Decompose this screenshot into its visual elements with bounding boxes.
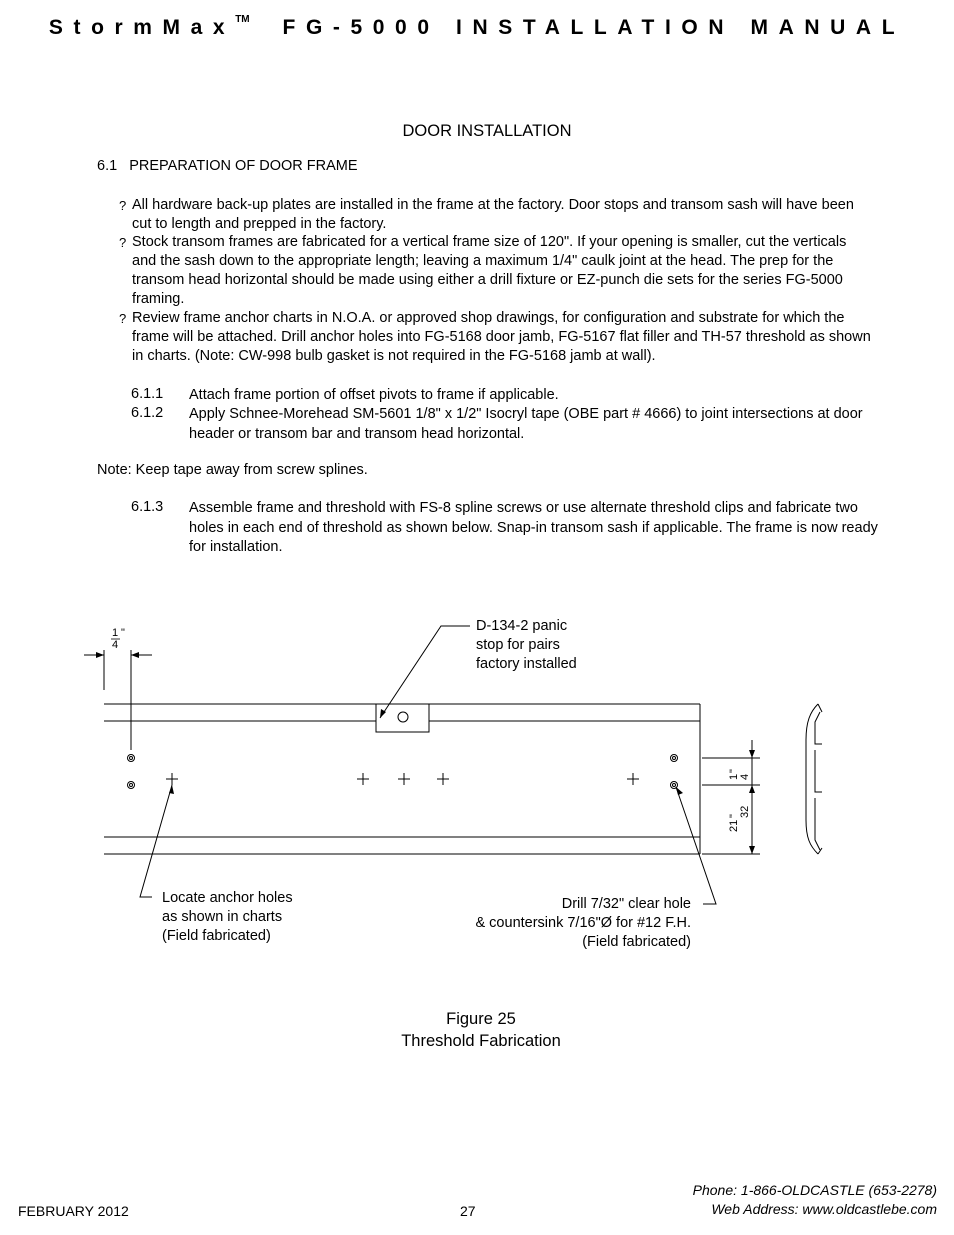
callout-line: (Field fabricated)	[582, 934, 691, 950]
footer-web: Web Address: www.oldcastlebe.com	[711, 1201, 937, 1217]
callout-line: Locate anchor holes	[162, 890, 293, 906]
countersink-hole-inner	[673, 784, 676, 787]
bullet-text: Stock transom frames are fabricated for a vertical frame size of 120". If your opening is smaller, cut the verticals and the sash down to the appropriate length; leaving a maximum 1/4" caulk joint at the head. The prep for the transom head horizontal should be made using either a drill fixture or EZ-punch die sets for the series FG-5000 framing.	[132, 234, 847, 307]
manual-title: FG-5000 INSTALLATION MANUAL	[282, 16, 906, 39]
dim-arrow	[749, 750, 755, 758]
callout-panic-stop	[476, 617, 577, 674]
dim-arrow	[749, 846, 755, 854]
callout-drill-hole	[475, 895, 691, 952]
step-number: 6.1.2	[131, 405, 164, 421]
step-text: Attach frame portion of offset pivots to frame if applicable.	[189, 387, 559, 403]
dim-right-a-den: 4	[739, 773, 751, 780]
profile-lips	[818, 704, 822, 854]
leader-anchor	[140, 785, 172, 897]
page-number: 27	[460, 1203, 476, 1219]
anchor-hole-mark	[437, 773, 449, 785]
countersink-hole-inner	[130, 784, 133, 787]
callout-line: Drill 7/32" clear hole	[561, 896, 691, 912]
dim-top-num: 1	[112, 627, 119, 639]
dim-arrow	[131, 652, 139, 658]
anchor-hole-mark	[627, 773, 639, 785]
page-header	[0, 14, 954, 40]
callout-line: D-134-2 panic	[476, 618, 568, 634]
countersink-hole-inner	[130, 757, 133, 760]
anchor-hole-mark	[357, 773, 369, 785]
dim-top-den: 4	[112, 639, 119, 651]
note-text: Note: Keep tape away from screw splines.	[97, 462, 368, 478]
dim-arrow	[96, 652, 104, 658]
profile-outer	[806, 704, 818, 854]
bullet-marker: ?	[119, 311, 127, 326]
bullet-item	[119, 233, 872, 309]
dim-right-b-mark: "	[728, 814, 740, 818]
leader-drill	[676, 787, 716, 904]
profile-inner	[815, 712, 822, 850]
callout-line: & countersink 7/16"Ø for #12 F.H.	[475, 915, 691, 931]
footer-phone: Phone: 1-866-OLDCASTLE (653-2278)	[692, 1182, 937, 1198]
callout-line: factory installed	[476, 656, 577, 672]
dim-right-a-num: 1	[728, 773, 740, 780]
bullet-marker: ?	[119, 235, 127, 250]
bullet-text: Review frame anchor charts in N.O.A. or approved shop drawings, for configuration and substrate for which the frame will be attached. Drill anchor holes into FG-5168 door jamb, FG-5167 flat filler and TH-57 threshold as shown in charts. (Note: CW-998 bulb gasket is not required in the FG-5168 jamb at wall).	[132, 310, 871, 364]
callout-line: stop for pairs	[476, 637, 560, 653]
dim-right-a-mark: "	[728, 769, 740, 773]
dim-right-b-whole: 21	[728, 819, 740, 832]
anchor-hole-mark	[398, 773, 410, 785]
footer-date: FEBRUARY 2012	[18, 1203, 129, 1219]
anchor-hole-mark	[166, 773, 178, 785]
leader-arrow	[169, 785, 174, 794]
countersink-hole	[128, 782, 135, 789]
countersink-hole-inner	[673, 757, 676, 760]
subsection-title: 6.1 PREPARATION OF DOOR FRAME	[97, 158, 358, 174]
bullet-item	[119, 309, 872, 366]
callout-line: (Field fabricated)	[162, 928, 271, 944]
step-number: 6.1.3	[131, 499, 164, 515]
section-title: DOOR INSTALLATION	[402, 122, 572, 140]
callout-anchor-holes	[162, 889, 293, 946]
step-number: 6.1.1	[131, 386, 164, 402]
dim-arrow	[749, 785, 755, 793]
bullet-marker: ?	[119, 198, 127, 213]
callout-line: as shown in charts	[162, 909, 283, 925]
trademark-mark: TM	[235, 14, 250, 25]
countersink-hole	[128, 755, 135, 762]
step-text: Apply Schnee-Morehead SM-5601 1/8" x 1/2" Isocryl tape (OBE part # 4666) to joint intersections at door header or transom bar and transom head horizontal.	[189, 406, 863, 442]
brand-name: StormMax	[48, 16, 236, 39]
leader-arrow	[676, 787, 683, 795]
panic-stop-hole	[398, 712, 408, 722]
footer-contact	[693, 1181, 937, 1219]
dim-top-mark: "	[121, 627, 125, 639]
panic-stop-block	[376, 704, 429, 732]
dim-right-b-den: 32	[739, 805, 751, 818]
figure-caption	[0, 1008, 954, 1052]
figure-label: Figure 25	[446, 1010, 516, 1028]
bullet-item	[119, 196, 872, 234]
figure-title: Threshold Fabrication	[401, 1032, 561, 1050]
bullet-text: All hardware back-up plates are installed in the frame at the factory. Door stops and transom sash will have been cut to length and prepped in the factory.	[132, 197, 854, 232]
countersink-hole	[671, 755, 678, 762]
step-text: Assemble frame and threshold with FS-8 spline screws or use alternate threshold clips and fabricate two holes in each end of threshold as shown below. Snap-in transom sash if applicable. The frame is now ready for installation.	[189, 500, 878, 555]
